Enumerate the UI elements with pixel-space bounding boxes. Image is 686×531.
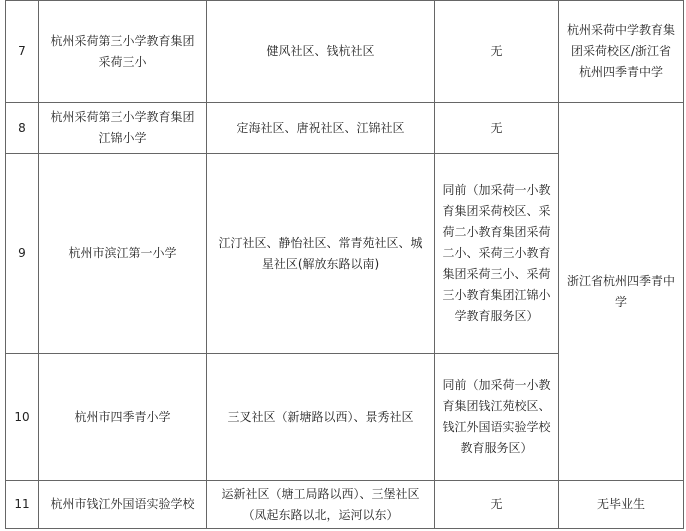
primary-school: 杭州采荷第三小学教育集团江锦小学: [39, 103, 207, 154]
row-number: 10: [6, 354, 39, 481]
row-number: 9: [6, 154, 39, 354]
table-row: [6, 481, 684, 529]
middle-school: 无毕业生: [559, 481, 684, 529]
community: 健风社区、钱杭社区: [207, 1, 435, 103]
school-district-table: [5, 0, 684, 529]
middle-school: 杭州采荷中学教育集团采荷校区/浙江省杭州四季青中学: [559, 1, 684, 103]
row-number: 7: [6, 1, 39, 103]
community: 三叉社区（新塘路以西）、景秀社区: [207, 354, 435, 481]
row-number: 11: [6, 481, 39, 529]
previous-district: 无: [435, 1, 559, 103]
previous-district: 无: [435, 103, 559, 154]
previous-district: 同前（加采荷一小教育集团采荷校区、采荷二小教育集团采荷二小、采荷三小教育集团采荷三小、采荷三小教育集团江锦小学教育服务区）: [435, 154, 559, 354]
primary-school: 杭州采荷第三小学教育集团采荷三小: [39, 1, 207, 103]
middle-school: 浙江省杭州四季青中学: [559, 103, 684, 481]
previous-district: 无: [435, 481, 559, 529]
primary-school: 杭州市四季青小学: [39, 354, 207, 481]
primary-school: 杭州市钱江外国语实验学校: [39, 481, 207, 529]
previous-district: 同前（加采荷一小教育集团钱江苑校区、钱江外国语实验学校教育服务区）: [435, 354, 559, 481]
community: 定海社区、唐祝社区、江锦社区: [207, 103, 435, 154]
primary-school: 杭州市滨江第一小学: [39, 154, 207, 354]
table-row: [6, 1, 684, 103]
row-number: 8: [6, 103, 39, 154]
community: 运新社区（塘工局路以西）、三堡社区（凤起东路以北，运河以东）: [207, 481, 435, 529]
community: 江汀社区、静怡社区、常青苑社区、城星社区(解放东路以南): [207, 154, 435, 354]
table-row: [6, 103, 684, 154]
